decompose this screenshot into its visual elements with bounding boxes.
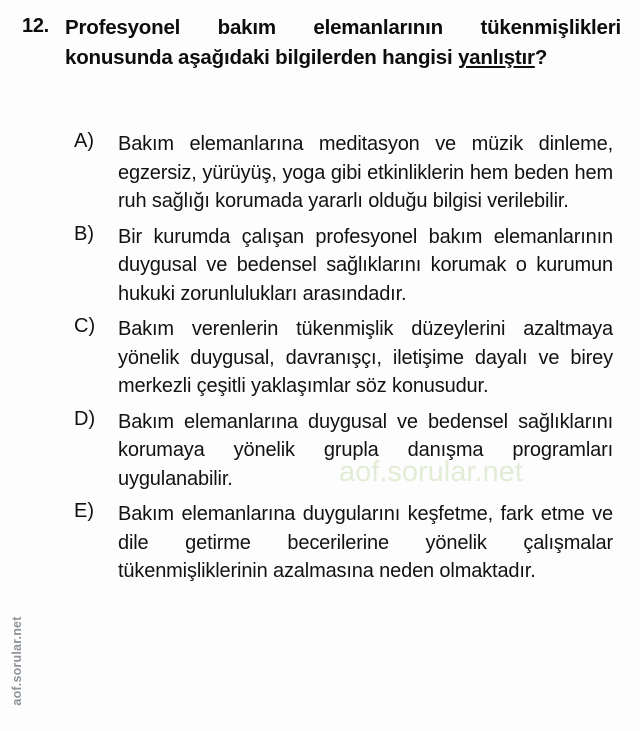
option-e[interactable] — [0, 500, 640, 586]
option-b[interactable] — [0, 223, 640, 309]
side-watermark-label: aof.sorular.net — [10, 616, 24, 706]
question-stem-emphasis: yanlıştır — [457, 46, 535, 69]
option-d-letter: D) — [74, 407, 96, 430]
center-watermark: aof.sorular.net — [339, 456, 523, 488]
question-stem-part2: ? — [534, 46, 548, 69]
option-a-letter: A) — [74, 130, 94, 152]
option-a-text: Bakım elemanlarına meditasyon ve müzik dinleme, egzersiz, yürüyüş, yoga gibi etkinliklerin hem beden hem ruh sağlığı korumada yararlı olduğu bilgisi verilebilir. — [118, 133, 613, 212]
option-c-letter: C) — [74, 315, 96, 337]
question-stem — [65, 13, 621, 73]
option-e-text: Bakım elemanlarına duygularını keşfetme, fark etme ve dile getirme becerilerine yönelik çalışmalar tükenmişliklerinin azalmasına neden olmaktadır. — [118, 503, 613, 582]
question-number: 12. — [22, 15, 49, 37]
option-c[interactable] — [0, 315, 640, 401]
option-d-text: Bakım elemanlarına duygusal ve bedensel sağlıklarını korumaya yönelik grupla danışma programları uygulanabilir. — [118, 410, 613, 490]
options-list — [0, 130, 640, 593]
option-b-text: Bir kurumda çalışan profesyonel bakım elemanlarının duygusal ve bedensel sağlıklarını korumak o kurumun hukuki zorunlulukları arasındadır. — [118, 225, 613, 305]
option-d[interactable] — [0, 408, 640, 494]
option-e-letter: E) — [74, 500, 94, 522]
option-b-letter: B) — [74, 222, 94, 245]
option-c-text: Bakım verenlerin tükenmişlik düzeylerini azaltmaya yönelik duygusal, davranışçı, iletişime dayalı ve birey merkezli çeşitli yaklaşımlar söz konusudur. — [118, 318, 613, 397]
question-stem-part1: Profesyonel bakım elemanlarının tükenmişlikleri konusunda aşağıdaki bilgilerden hangisi — [65, 16, 621, 69]
option-a[interactable] — [0, 130, 640, 216]
